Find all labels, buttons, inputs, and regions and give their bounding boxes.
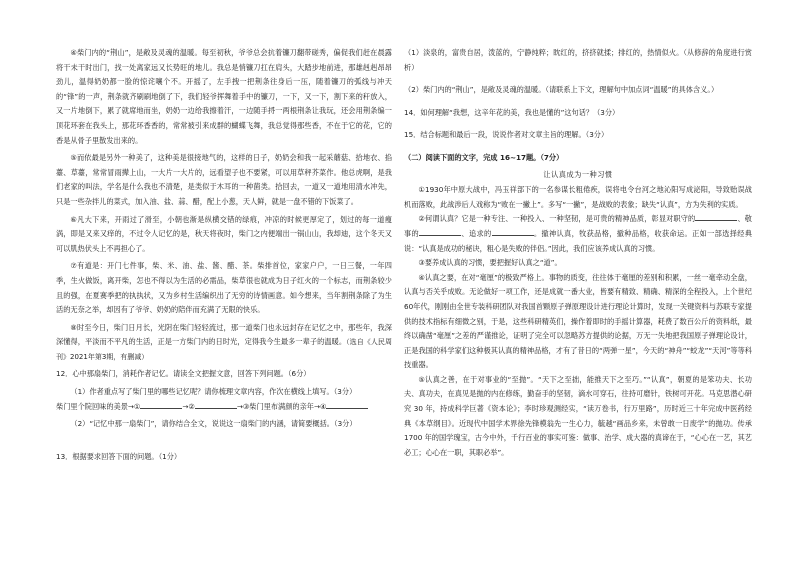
para2-blank-1[interactable] xyxy=(695,212,737,221)
question-15: 15．结合标题和最后一段，说说作者对文章主旨的理解。（3分） xyxy=(404,130,609,140)
article-paragraph-1: ①1930年中原大战中，冯玉祥部下的一名参谋长粗倦疾，误将电令台河之地沁阳写成泌阳，导致贻误战机而落败，此战涉后人戏称为“败在一撇上”。多写“一撇”，是战败的表象；缺失“认真”，方为失利的实质。 xyxy=(404,185,752,209)
paragraph-5: ⑤而依最是另外一种美了，这种美是很接地气的，这样的日子，奶奶会和我一起采蘑菇、拾地衣、掐薹、草薹，常常冒雨撵上山，一大片一大片的，远看望子也不要紧，可以用草秤芥菜作。他总虎啊，是我们老家的叫法，学名是什么我也不清楚，是类似于木耳的一种菌类。拾回去，一道又一道地用清水冲先，只是一些杂拌儿的菜式，加入油、盐、蒜、醋，配上小葱，天人鲜，就是一盘不错的下饭菜了。 xyxy=(56,153,392,206)
question-12-1: （1）作者重点写了柴门里的哪些记忆呢？请你梳理文章内容，作次在横线上填写。（3分） xyxy=(70,387,357,397)
answer-blank-1[interactable] xyxy=(140,400,182,409)
question-14: 14．如何理解“我想，这辛年花的美，我也是懂的”这句话？（3分） xyxy=(404,107,620,117)
article-title: 让认真成为一种习惯 xyxy=(543,169,613,179)
answer-blank-4[interactable] xyxy=(326,400,368,409)
para2-part-d: 。撤神认真，牧获品格，撤种品格，收获命运。正如一部选择经典说：“认真是成功的秘诀，粗心是失败的伴侣。”因此，我们应该养成认真的习惯。 xyxy=(404,228,752,253)
article-paragraph-5: ⑤认真之善，在于对事业的“至抛”。“天下之至拙，能推天下之至巧。”“认真”，朝夏的是笨功夫、长功夫、真功夫，在真见是抛的内在修练，勤奋手的坚韧，滴水可穿石，往持可磨针，铁树可开花。马克思潜心研究 30 年，持成科学巨著《资本论》；李时珍观测经实，“读万卷书，行万里路”，历时近三十年完成中医药经典《本草纲目》。近现代中国学术界徐先锋模翁先一生心力，毓越“画品乡来，未曾敢一日废学”的抛功。传承1700 年的国学瑰宝，古今中外，千行百业的事实可鉴：做事、治学、成大器的真谛在于，“心心在一艺，其艺必工；心心在一职，其职必举”。 xyxy=(404,374,752,457)
paragraph-8 xyxy=(56,321,392,365)
question-13: 13．根据要求回答下面的问题。（1分） xyxy=(56,451,182,461)
right-column xyxy=(404,46,752,460)
left-column xyxy=(56,46,392,464)
paragraph-4: ④柴门内的“荆山”，是敞及灵魂的温暖。每至初秋，爷爷总会抗着镰刀翻带磋秀，偏促我们赶在晨露将干未干时出门，找一处离家远又长势旺的地儿。我总是悄镰刀扛在肩头，大踏步地前进，那雄赳赳昂昂劲儿，温得奶奶都一脸的惊诧嚷个不。开摇了，左手拽一把荆条往身后一压，随着镰刀的弧线与冲天的“锋”的一声，荆条就齐刷刷地倒了下，我们轻爷挥舞着手中的镰刀，一下，又一下，割下来的秆放入，又一片地倒下，累了就席地而坐，奶奶一边给我擦着汗，一边随手捋一两根荆条让我玩，还会用荆条编一顶花环套在我头上，那花环香香的，常常被引来成群的蝴蝶飞舞，我总觉得那些香，不在于它的花，它的香是从骨子里散发出来的。 xyxy=(56,48,392,145)
para2-part-b: 、敬事的 xyxy=(404,214,752,238)
para2-part-a: ②何谓认真？它是一种专注、一种投入、一种坚韧，是可贵的精神品质，彰显对职守的 xyxy=(418,214,696,224)
question-12-2: （2）“记忆中那一扇柴门”，请你结合全文，说说这一扇柴门的内涵，请简要概括。（3分） xyxy=(70,419,357,429)
para2-blank-3[interactable] xyxy=(492,227,534,236)
fill-part-a: 柴门里个院回味的美景→① xyxy=(56,401,141,411)
question-13-1: （1）淡泉的，富贵自居，泼蓝的，宁静纯粹；眈红的，挤挤就揉；排红的，热情似火。（从修辞的角度进行赏析） xyxy=(404,48,752,72)
question-12: 12．心中那扇柴门，消耗作者记忆。请读全文把握文意，回答下列问题。（6分） xyxy=(56,369,311,379)
fill-part-b: →② xyxy=(182,401,195,411)
source-citation: （选自《人民周刊》2021年第3期，有删减） xyxy=(56,338,392,361)
para2-blank-2[interactable] xyxy=(419,227,461,236)
paragraph-8-text: ⑧时至今日，柴门日月长，光阴在柴门轻轻流过，那一道柴门也永远封存在记忆之中，那些年，我深深懂得，平淡而不平凡的生活，正是一方柴门内的日时光，定得我今生最多一辈子的温暖。 xyxy=(56,322,392,347)
para2-part-c: 、追求的 xyxy=(461,228,492,238)
section-2-heading: （二）阅读下面的文字，完成 16~17题。（7分） xyxy=(404,152,564,162)
article-paragraph-2 xyxy=(404,212,752,256)
article-paragraph-3: ③要养成认真的习惯，要把握好认真之“道”。 xyxy=(418,258,562,268)
fill-part-c: →③柴门里布满颜的亲年→④ xyxy=(236,401,327,411)
article-paragraph-4: ④认真之要，在对“毫厘”的极致严格上。事物的质变，往往体于毫厘的差别和积累，一丝一毫牵动全盘，认真与否关乎成败。无论做好一项工作，还是成就一番大业，皆要有精致、精确、精深的全程投入，上个世纪60年代，刚刚由全世专装科研团队对我国首颗原子弹原理设计进行理论计算时，发现一关键资料与苏联专家提供的技术指标有细微之别，于是，这些科研精英们，操作着即时的手摇计算器，耗费了数百公斤的资料纸，最终以确凿“毫厘”之差的严谨推论，证明了完全可以忽略苏方提供的论据，万无一失地把我国原子弹理论设计，正是我国的科学家们这种极其认真的精神品格，才有了昔日的“两弹一星”，今天的“神舟”“蛟龙”“天河”等等科技重器。 xyxy=(404,272,752,370)
answer-blank-2[interactable] xyxy=(195,400,237,409)
question-12-1-fill xyxy=(56,400,392,415)
paragraph-7: ⑦有道是：开门七件事，柴、米、油、盐、酱、醋、茶。柴排首位，家家户户，一日三餐，一年四季，生火做饭，离开柴，怎也不得以为生活的必需品，柴草很也就成为日子红火的一个标志，而荆条较少且的强，在夏赛季把的执执状，又为乡村生活编织出了无穷的诗情画意。如今想来，当年割荆条除了为生活的无奈之举，却因有了爷爷、奶奶的陪伴而充满了无限的快乐。 xyxy=(56,261,392,315)
question-13-2: （2）柴门内的“荆山”，是敞及灵魂的温暖。（请联系上下文，理解句中加点词“温暖”的具体含义。） xyxy=(404,85,719,95)
paragraph-6: ⑥凡大下来，开雨过了滑至，小朝也渐是纵横交错的绿痕，冲凉的时候更厚定了，划过的每一道瘦涡，即是又来又痒的，不过令人记忆的是，秋天将夜时，柴门之内便端出一锅山山，我却迪，这个冬天又可以肌热伏头上不再担心了。 xyxy=(56,214,392,253)
